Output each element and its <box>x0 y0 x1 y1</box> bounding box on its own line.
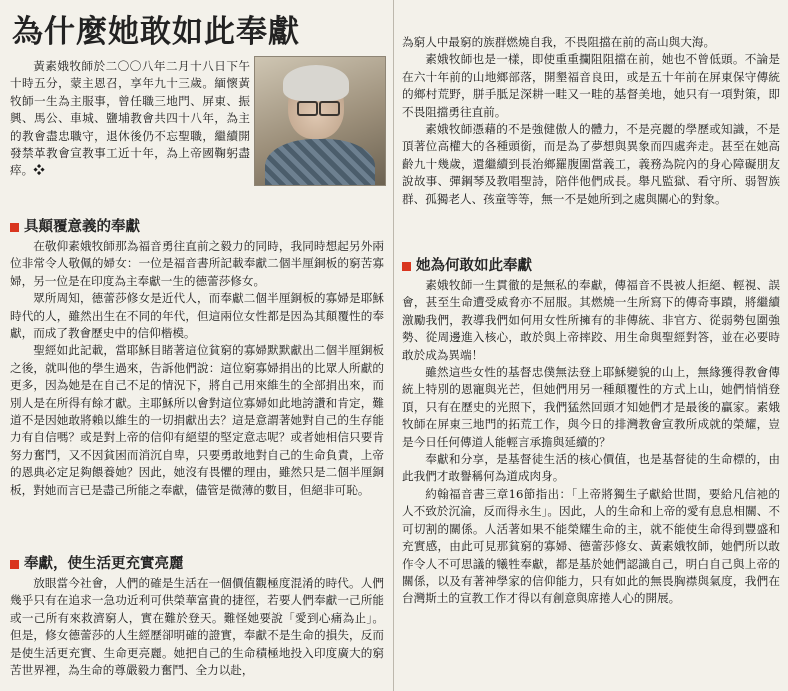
section-1-paragraph: 在敬仰素娥牧師那為福音勇往直前之毅力的同時，我同時想起另外兩位非常令人敬佩的婦女：一位是福音書所記載奉獻二個半厘銅板的窮苦寡婦，另一位是在印度為主奉獻一生的德蕾莎修女。 <box>10 239 384 288</box>
section-1-body <box>10 238 384 499</box>
section-1-paragraph: 眾所周知，德蕾莎修女是近代人，而奉獻二個半厘銅板的寡婦是耶穌時代的人，雖然出生在不同的年代，但這兩位女性都是因為其顛覆性的奉獻，而成了教會歷史中的信仰楷模。 <box>10 291 384 341</box>
section-1-paragraph: 聖經如此記載，當耶穌目睹著這位貧窮的寡婦默默獻出二個半厘銅板之後，就叫他的學生過來，告訴他們說：這位窮寡婦捐出的比眾人所獻的更多，因為她是在自己不足的情況下，將自己用來維生的全部捐出來，而別人是在所得有餘才獻。主耶穌所以會對這位寡婦如此地誇讚和肯定，難道不是因她敢將賴以維生的一切捐獻出去？這是意謂著她對自己的生存能力有自信嗎？或是對上帝的信仰有絕望的堅定意志呢？或者她相信只要肯努力奮鬥，又不因貧困而消沉自卑，只要勇敢地對自己的生命負責，上帝的恩典必定足夠餵養她？因此，她沒有畏懼的理由，雖然只是二個半厘銅板，對她而言已是盡己所能之奉獻，儘管是微薄的數目，但絕非可恥。 <box>10 343 384 497</box>
right-column-paragraph: 素娥牧師憑藉的不是強健傲人的體力，不是亮麗的學歷或知識，不是頂著位高權大的各種頭銜，而是為了夢想與異象而四處奔走。甚至在她高齡九十幾歲，還繼續到長治鄉羅腹圍當義工，義務為院內的身心障礙朋友說故事、彈鋼琴及教唱聖詩，陪伴他們成長。舉凡監獄、看守所、弱智族群、孤獨老人、孩童等等，無一不是她所到之處與關心的對象。 <box>402 122 780 206</box>
section-heading-1: 具顛覆意義的奉獻 <box>10 215 140 236</box>
column-divider <box>393 0 394 691</box>
section-3-paragraph: 雖然這些女性的基督忠僕無法登上耶穌變貌的山上，無緣獲得教會傳統上特別的恩寵與光芒，但她們用另一種顛覆性的方式上山，她們悄悄登頂，只有在歷史的光照下，我們猛然回頭才知她們才是最後的贏家。素娥牧師在屏東三地門的拓荒工作，與今日的排灣教會宣教所成就的榮耀，豈是今日任何傳道人能輕言承擔與延續的？ <box>402 365 780 449</box>
section-2-body <box>10 575 384 679</box>
right-column-paragraph: 為窮人中最窮的族群燃燒自我，不畏阻擋在前的高山與大海。 <box>402 35 716 49</box>
portrait-photo <box>254 56 386 186</box>
section-3-paragraph: 素娥牧師一生貫徹的是無私的奉獻，傳福音不畏被人拒絕、輕視、誤會，甚至生命遭受威脅亦不屈服。其燃燒一生所寫下的傳奇事蹟，將繼續激勵我們，教導我們如何用女性所擁有的非傳統、非官方、從弱勢包圍強勢、從周邊進入核心，敢於與上帝摔跤、用生命與聖經對答，並在必要時敢於成為異端！ <box>402 278 780 362</box>
section-3-paragraph: 約翰福音書三章16節指出：「上帝將獨生子獻給世間，要給凡信祂的人不致於沉淪，反而得永生」。因此，人的生命和上帝的愛有息息相關、不可切割的關係。人活著如果不能榮耀生命的主，就不能使生命得到豐盛和充實感，由此可見那貧窮的寡婦、德蕾莎修女、黃素娥牧師，她們所以敢作令人不可思議的犧牲奉獻，都是基於她們認識自己，明白自己與上帝的關係，以及有著神學家的信仰能力，只有如此的無畏胸襟與氣度，我們在台灣斯土的宣教工作才得以有創意與席捲人心的開展。 <box>402 486 780 606</box>
section-heading-2: 奉獻，使生活更充實亮麗 <box>10 552 184 573</box>
section-3-body <box>402 277 780 608</box>
section-3-paragraph: 奉獻和分享，是基督徒生活的核心價值，也是基督徒的生命標的，由此我們才敢譽稱何為道成肉身。 <box>402 452 780 484</box>
section-2-paragraph: 放眼當今社會，人們的確是生活在一個價值觀極度混淆的時代。人們幾乎只有在追求一急功近利可供榮華富貴的捷徑，若要人們奉獻一己所能或一己所有來救濟窮人，實在難於登天。難怪她要說「愛到心痛為止」。但是，修女德蕾莎的人生經歷卻明確的證實，奉獻不是生命的損失，反而是使生活更充實、生命更亮麗。她把自己的生命積極地投入印度廣大的窮苦世界裡，為生命的尊嚴毅力奮鬥、全力以赴， <box>10 576 384 678</box>
photo-body <box>265 139 375 186</box>
article-title: 為什麼她敢如此奉獻 <box>12 14 300 50</box>
intro-paragraph <box>10 58 250 180</box>
intro-text: 黃素娥牧師於二〇〇八年二月十八日下午十時五分，蒙主恩召，享年九十三歲。緬懷黃牧師一生為主服事，曾任職三地門、屏東、振興、馬公、車城、鹽埔教會共四十八年，為主的教會盡忠職守，退休後仍不忘聖職，繼續開發禁革教會宣教事工近十年，為上帝國鞠躬盡瘁。❖ <box>10 59 250 178</box>
right-column-body <box>402 34 780 208</box>
right-column-paragraph: 素娥牧師也是一樣，即使重重攔阻阻擋在前，她也不曾低頭。不論是在六十年前的山地鄉部落，開墾福音良田，或是五十年前在屏東保守傳統的鄉村荒野，胼手胝足深耕一畦又一畦的基督美地，她只有一項對策，即不畏阻擋勇往直前。 <box>402 52 780 119</box>
photo-hair <box>283 65 349 101</box>
photo-glasses-left <box>297 101 318 116</box>
photo-glasses-right <box>319 101 340 116</box>
section-heading-3: 她為何敢如此奉獻 <box>402 254 532 275</box>
